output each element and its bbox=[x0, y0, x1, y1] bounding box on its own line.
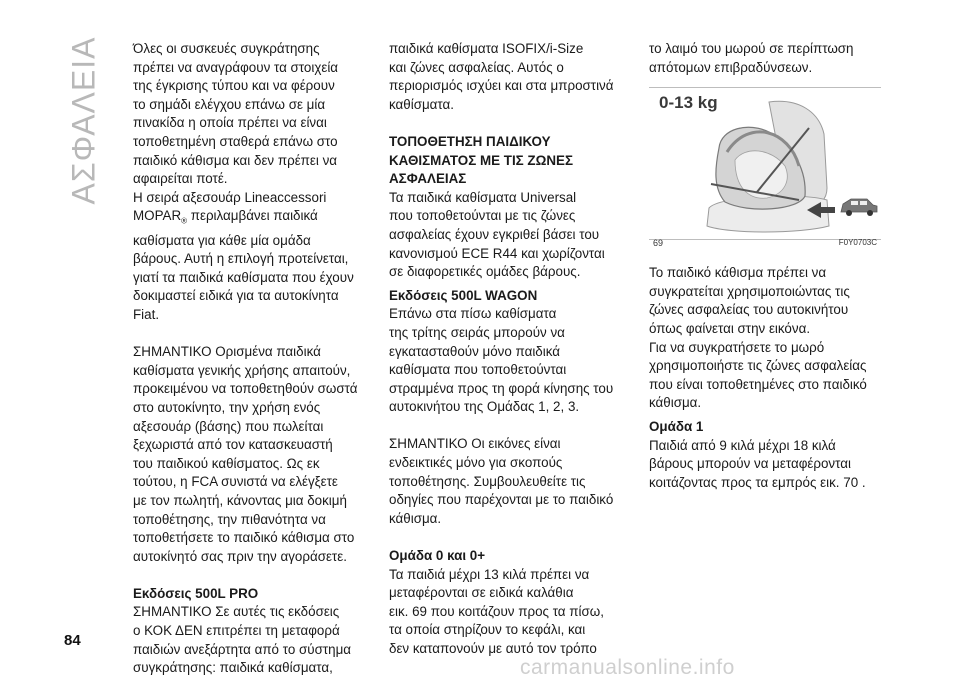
col2-para-3: Επάνω στα πίσω καθίσματα της τρίτης σειράς μπορούν να εγκατασταθούν μόνο παιδικά καθίσματα που τοποθετούνται στραμμένα προς τη φορά κίνησης του αυτοκινήτου της Ομάδας 1, 2, 3. bbox=[389, 306, 614, 415]
figure-number: 69 bbox=[653, 237, 664, 248]
heading-group-0: Ομάδα 0 και 0+ bbox=[389, 548, 486, 564]
heading-500l-pro: Εκδόσεις 500L PRO bbox=[133, 585, 259, 601]
figure-weight-label: 0-13 kg bbox=[659, 93, 718, 113]
column-3 bbox=[649, 40, 889, 492]
col3-para-1: το λαιμό του μωρού σε περίπτωση απότομων επιβραδύνσεων. bbox=[649, 41, 854, 75]
col2-para-2: Τα παιδικά καθίσματα Universal που τοποθετούνται με τις ζώνες ασφαλείας έχουν εγκριθεί βάσει του κανονισμού ECE R44 και χωρίζονται σε διαφορετικές ομάδες βάρους. bbox=[389, 189, 605, 280]
col1-para-4: ΣΗΜΑΝΤΙΚΟ Σε αυτές τις εκδόσεις ο ΚΟΚ ΔΕΝ επιτρέπει τη μεταφορά παιδιών ανεξάρτητα από το σύστημα συγκράτησης: παιδικά καθίσματα, bbox=[133, 604, 352, 676]
watermark: carmanualsonline.info bbox=[520, 656, 735, 679]
col2-para-important: ΣΗΜΑΝΤΙΚΟ Οι εικόνες είναι ενδεικτικές μόνο για σκοπούς τοποθέτησης. Συμβουλευθείτε τις οδηγίες που παρέχονται με το παιδικό κάθισμα. bbox=[389, 436, 614, 526]
heading-group-1: Ομάδα 1 bbox=[649, 418, 704, 434]
figure-code: F0Y0703C bbox=[838, 237, 877, 247]
col3-para-3: Παιδιά από 9 κιλά μέχρι 18 κιλά βάρους μπορούν να μεταφέρονται κοιτάζοντας προς τα εμπρός εικ. 70 . bbox=[649, 437, 866, 490]
heading-500l-wagon: Εκδόσεις 500L WAGON bbox=[389, 287, 538, 303]
column-1 bbox=[133, 40, 368, 678]
col3-para-2: Το παιδικό κάθισμα πρέπει να συγκρατείται χρησιμοποιώντας τις ζώνες ασφαλείας του αυτοκινήτου όπως φαίνεται στην εικόνα. Για να συγκρατήσετε το μωρό χρησιμοποιήστε τις ζώνες ασφαλείας που είναι τοποθετημένες στο παιδικό κάθισμα. bbox=[649, 265, 867, 411]
col1-para-important: ΣΗΜΑΝΤΙΚΟ Ορισμένα παιδικά καθίσματα γενικής χρήσης απαιτούν, προκειμένου να τοποθετηθούν σωστά στο αυτοκίνητο, την χρήση ενός αξεσουάρ (βάσης) που πωλείται ξεχωριστά από τον κατασκευαστή του παιδικού καθίσματος. Ως εκ τούτου, η FCA συνιστά να ελέγξετε με τον πωλητή, κάνοντας μια δοκιμή τοποθέτησης, την πιθανότητα να τοποθετήσετε το παιδικό κάθισμα στο αυτοκίνητό σας πριν την αγοράσετε. bbox=[133, 344, 358, 564]
section-tab-label: ΑΣΦΑΛΕΙΑ bbox=[65, 35, 102, 205]
section-tab bbox=[60, 35, 108, 205]
heading-seatbelt-installation: ΤΟΠΟΘΕΤΗΣΗ ΠΑΙΔΙΚΟΥ ΚΑΘΙΣΜΑΤΟΣ ΜΕ ΤΙΣ ΖΩΝΕΣ ΑΣΦΑΛΕΙΑΣ bbox=[389, 133, 573, 187]
figure-69 bbox=[649, 87, 881, 256]
page-number: 84 bbox=[64, 632, 81, 649]
infant-seat-illustration bbox=[649, 88, 881, 256]
col1-para-1: Όλες οι συσκευές συγκράτησης πρέπει να αναγράφουν τα στοιχεία της έγκρισης τύπου και να φέρουν το σημάδι ελέγχου επάνω σε μία πινακίδα η οποία πρέπει να είναι τοποθετημένη σταθερά επάνω στο παιδικό κάθισμα και δεν πρέπει να αφαιρείται ποτέ. bbox=[133, 41, 339, 187]
column-2 bbox=[389, 40, 625, 659]
col2-para-5: Τα παιδιά μέχρι 13 κιλά πρέπει να μεταφέρονται σε ειδικά καλάθια εικ. 69 που κοιτάζουν προς τα πίσω, τα οποία στηρίζουν το κεφάλι, και δεν καταπονούν με αυτό τον τρόπο bbox=[389, 566, 604, 656]
col2-para-1: παιδικά καθίσματα ISOFIX/i-Size και ζώνες ασφαλείας. Αυτός ο περιορισμός ισχύει και στα μπροστινά καθίσματα. bbox=[389, 41, 614, 112]
col1-para-2: Η σειρά αξεσουάρ Lineaccessori $MOPAR_®$ περιλαμβάνει παιδικά καθίσματα για κάθε μία ομάδα βάρους. Αυτή η επιλογή προτείνεται, γιατί τα παιδικά καθίσματα που έχουν δοκιμαστεί ειδικά για τα αυτοκίνητα Fiat. bbox=[133, 189, 354, 322]
